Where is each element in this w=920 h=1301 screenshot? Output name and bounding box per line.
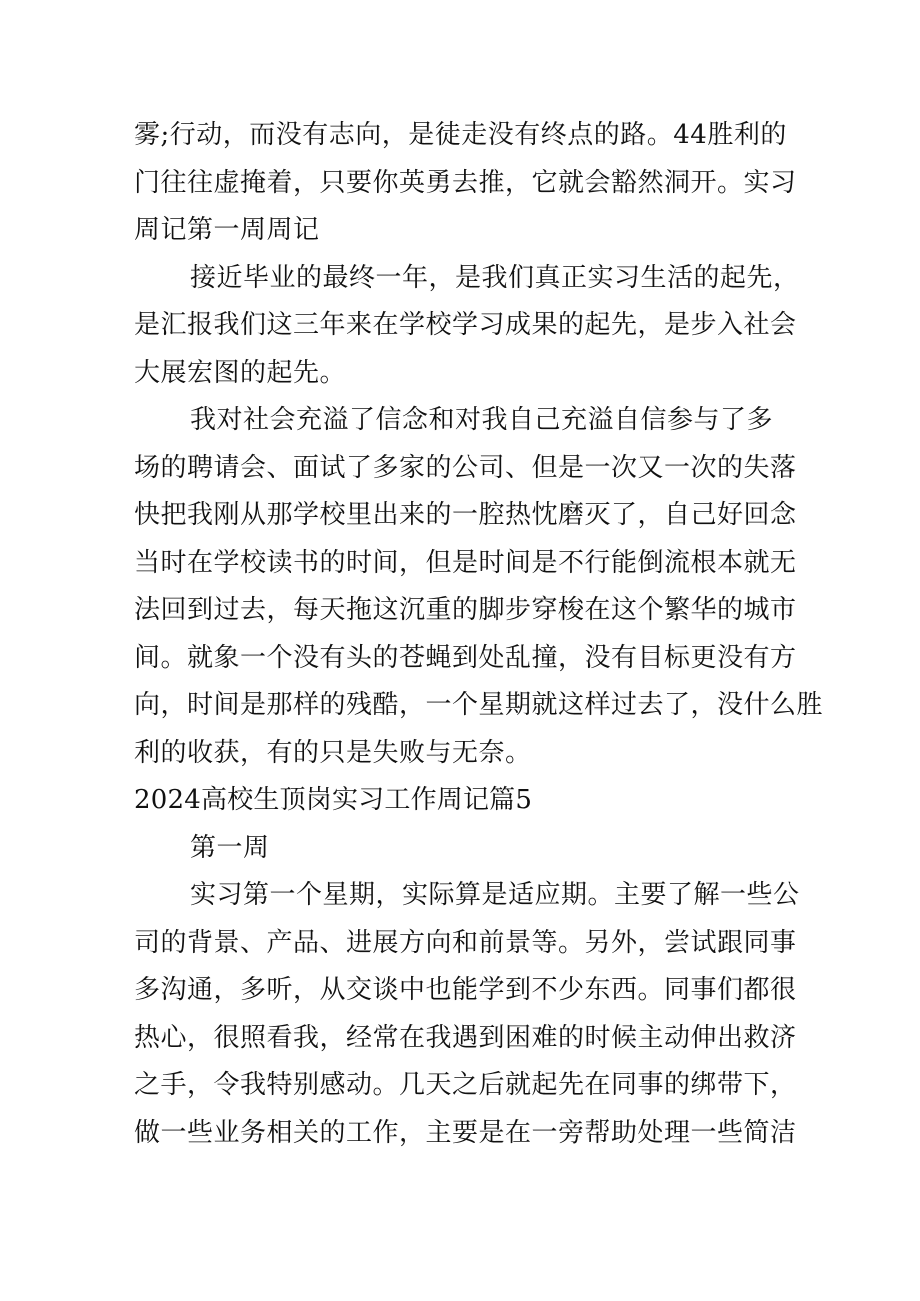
text-line: 间。就象一个没有头的苍蝇到处乱撞，没有目标更没有方 <box>134 642 797 673</box>
text-line: 实习第一个星期，实际算是适应期。主要了解一些公 <box>190 880 800 910</box>
text-line: 大展宏图的起先。 <box>134 357 347 388</box>
text-line: 场的聘请会、面试了多家的公司、但是一次又一次的失落 <box>134 452 797 483</box>
text-line: 周记第一周周记 <box>134 215 320 245</box>
document-body <box>134 112 824 1157</box>
week-subheading: 第一周 <box>190 832 270 863</box>
text-line: 当时在学校读书的时间，但是时间是不行能倒流根本就无 <box>134 547 797 578</box>
text-line: 之手，令我特别感动。几天之后就起先在同事的绑带下， <box>134 1070 797 1100</box>
text-line: 向，时间是那样的残酷，一个星期就这样过去了，没什么胜 <box>134 690 824 720</box>
paragraph <box>134 255 806 398</box>
paragraph <box>134 872 806 1157</box>
text-line: 雾;行动，而没有志向，是徒走没有终点的路。44胜利的 <box>134 120 787 150</box>
text-line: 接近毕业的最终一年，是我们真正实习生活的起先， <box>190 262 800 293</box>
text-line: 利的收获，有的只是失败与无奈。 <box>134 737 532 768</box>
text-line: 门往往虚掩着，只要你英勇去推，它就会豁然洞开。实习 <box>134 167 797 198</box>
text-line: 我对社会充溢了信念和对我自己充溢自信参与了多 <box>190 405 774 435</box>
section-heading: 2024高校生顶岗实习工作周记篇5 <box>134 785 533 815</box>
text-line: 多沟通，多听，从交谈中也能学到不少东西。同事们都很 <box>134 975 797 1005</box>
text-line: 快把我刚从那学校里出来的一腔热忱磨灭了，自己好回念 <box>134 500 797 530</box>
text-line: 是汇报我们这三年来在学校学习成果的起先，是步入社会 <box>134 310 797 340</box>
paragraph <box>134 397 824 777</box>
paragraph-continuation <box>134 112 806 255</box>
text-line: 法回到过去，每天拖这沉重的脚步穿梭在这个繁华的城市 <box>134 595 797 625</box>
text-line: 热心，很照看我，经常在我遇到困难的时候主动伸出救济 <box>134 1022 797 1053</box>
text-line: 司的背景、产品、进展方向和前景等。另外，尝试跟同事 <box>134 927 797 958</box>
text-line: 做一些业务相关的工作，主要是在一旁帮助处理一些简洁 <box>134 1117 797 1148</box>
